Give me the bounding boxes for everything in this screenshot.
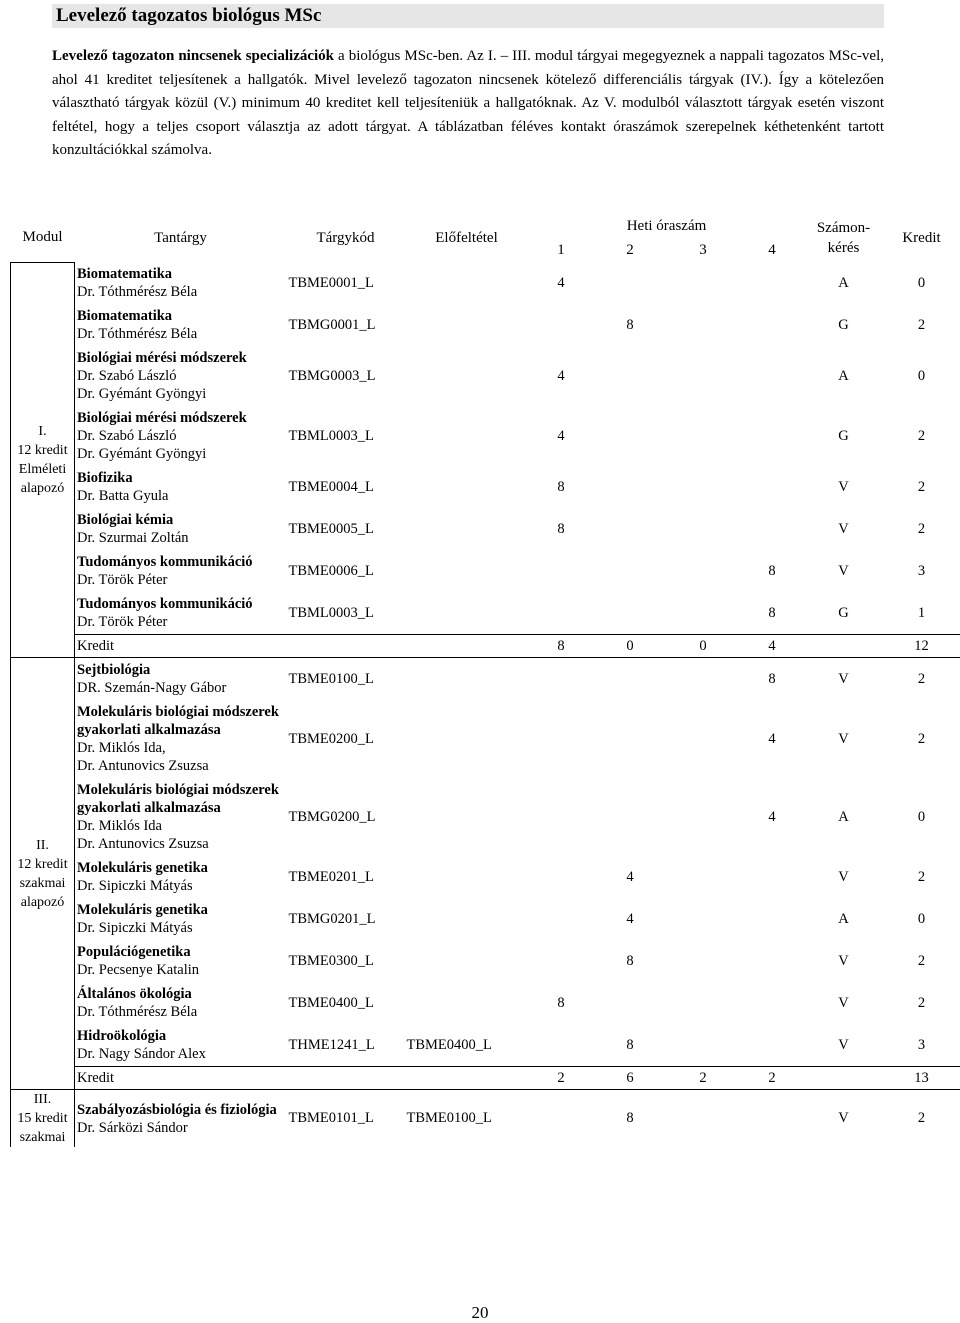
subject-teacher: Dr. Szabó László (77, 368, 177, 384)
weekly-hours-3 (667, 1024, 740, 1067)
weekly-hours-3 (667, 982, 740, 1024)
weekly-hours-2 (594, 550, 667, 592)
intro-bold: Levelező tagozaton nincsenek specializációk (52, 48, 335, 64)
weekly-hours-3 (667, 856, 740, 898)
subject-code: TBME0006_L (288, 562, 374, 579)
total-row (11, 1067, 960, 1090)
weekly-hours-3 (667, 550, 740, 592)
credit-value: 2 (917, 316, 926, 333)
subject-title: Biológiai mérési módszerek (77, 410, 247, 426)
total-hours-3: 0 (667, 635, 740, 658)
weekly-hours-3 (667, 406, 740, 466)
subject-cell (75, 304, 287, 346)
weekly-hours-4 (740, 982, 805, 1024)
subject-prerequisite (405, 778, 529, 856)
col-kredit: Kredit (902, 229, 941, 246)
table-row (11, 700, 960, 778)
credit-value: 2 (917, 478, 926, 495)
subject-code: TBME0100_L (288, 670, 374, 687)
module-label-line: III. (33, 1092, 52, 1107)
module-label-line: szakmai (19, 1130, 66, 1145)
total-hours-3: 2 (667, 1067, 740, 1090)
subject-prerequisite (405, 550, 529, 592)
total-exam (805, 1067, 883, 1090)
weekly-hours-3 (667, 700, 740, 778)
subject-code: TBME0200_L (288, 730, 374, 747)
exam-type: V (838, 994, 849, 1011)
credit-value: 2 (917, 520, 926, 537)
weekly-hours-2: 8 (626, 952, 634, 969)
total-exam (805, 635, 883, 658)
subject-title: Tudományos kommunikáció (77, 596, 253, 612)
subject-teacher: Dr. Sipiczki Mátyás (77, 920, 193, 936)
subject-code: TBML0003_L (288, 427, 374, 444)
subject-prerequisite (405, 346, 529, 406)
weekly-hours-4 (740, 466, 805, 508)
subject-teacher: Dr. Pecsenye Katalin (77, 962, 200, 978)
weekly-hours-2 (594, 778, 667, 856)
subject-code: TBMG0001_L (288, 316, 376, 333)
subject-teacher: Dr. Gyémánt Gyöngyi (77, 386, 207, 402)
module-label (11, 658, 75, 1090)
col-heti-oraszam: Heti óraszám (626, 217, 707, 234)
table-row (11, 466, 960, 508)
weekly-hours-1: 4 (557, 427, 565, 444)
weekly-hours-2 (594, 982, 667, 1024)
subject-code: TBMG0200_L (288, 808, 376, 825)
weekly-hours-1 (529, 658, 594, 701)
total-label: Kredit (75, 1067, 529, 1090)
weekly-hours-1 (529, 1090, 594, 1148)
weekly-hours-4 (740, 940, 805, 982)
exam-type: V (838, 730, 849, 747)
subject-code: TBME0300_L (288, 952, 374, 969)
subject-prerequisite (405, 940, 529, 982)
module-label-line: II. (36, 837, 49, 853)
subject-cell (75, 898, 287, 940)
subject-prerequisite (405, 262, 529, 304)
table-row (11, 898, 960, 940)
credit-value: 0 (917, 808, 926, 825)
col-week-1: 1 (557, 241, 565, 258)
credit-value: 3 (917, 1036, 926, 1053)
subject-teacher: Dr. Szurmai Zoltán (77, 530, 189, 546)
exam-type: V (838, 1110, 849, 1126)
subject-cell (75, 658, 287, 701)
weekly-hours-4: 8 (768, 604, 776, 621)
weekly-hours-3 (667, 508, 740, 550)
subject-cell (75, 466, 287, 508)
credit-value: 0 (917, 910, 926, 927)
subject-code: TBME0201_L (288, 868, 374, 885)
module-label-line: 12 kredit (17, 856, 68, 872)
subject-teacher: Dr. Miklós Ida, (77, 740, 166, 756)
weekly-hours-2 (594, 658, 667, 701)
subject-title: Populációgenetika (77, 944, 191, 960)
col-modul: Modul (22, 229, 63, 246)
subject-title: Molekuláris genetika (77, 860, 208, 876)
subject-title: Biológiai kémia (77, 512, 174, 528)
table-row (11, 778, 960, 856)
subject-teacher: Dr. Miklós Ida (77, 818, 162, 834)
credit-value: 3 (917, 562, 926, 579)
table-row (11, 304, 960, 346)
subject-code: TBME0101_L (288, 1110, 374, 1126)
subject-prerequisite: TBME0100_L (406, 1110, 492, 1126)
total-credit: 13 (883, 1067, 960, 1090)
weekly-hours-3 (667, 898, 740, 940)
total-hours-4: 4 (740, 635, 805, 658)
subject-code: TBMG0201_L (288, 910, 376, 927)
exam-type: V (838, 670, 849, 687)
weekly-hours-4 (740, 856, 805, 898)
subject-code: TBMG0003_L (288, 367, 376, 384)
weekly-hours-4: 4 (768, 808, 776, 825)
total-hours-1: 8 (529, 635, 594, 658)
weekly-hours-4: 8 (768, 562, 776, 579)
total-hours-1: 2 (529, 1067, 594, 1090)
weekly-hours-2 (594, 406, 667, 466)
subject-prerequisite: TBME0400_L (406, 1036, 492, 1053)
weekly-hours-2 (594, 592, 667, 635)
total-hours-2: 6 (594, 1067, 667, 1090)
subject-teacher: Dr. Tóthmérész Béla (77, 284, 198, 300)
weekly-hours-1 (529, 592, 594, 635)
total-row (11, 635, 960, 658)
exam-type: A (838, 367, 849, 384)
exam-type: V (838, 562, 849, 579)
exam-type: A (838, 910, 849, 927)
subject-teacher: Dr. Sipiczki Mátyás (77, 878, 193, 894)
weekly-hours-2 (594, 700, 667, 778)
weekly-hours-3 (667, 592, 740, 635)
module-label-line: Elméleti (18, 461, 67, 477)
weekly-hours-2: 8 (626, 1036, 634, 1053)
weekly-hours-3 (667, 778, 740, 856)
subject-cell (75, 700, 287, 778)
weekly-hours-4 (740, 1024, 805, 1067)
weekly-hours-1: 4 (557, 367, 565, 384)
subject-prerequisite (405, 700, 529, 778)
weekly-hours-4: 4 (768, 730, 776, 747)
exam-type: G (838, 427, 849, 444)
subject-prerequisite (405, 406, 529, 466)
subject-prerequisite (405, 658, 529, 701)
table-row (11, 1024, 960, 1067)
table-row (11, 346, 960, 406)
subject-prerequisite (405, 898, 529, 940)
weekly-hours-1 (529, 700, 594, 778)
subject-cell (75, 1024, 287, 1067)
subject-teacher: Dr. Antunovics Zsuzsa (77, 758, 209, 774)
weekly-hours-4 (740, 508, 805, 550)
page-heading: Levelező tagozatos biológus MSc (52, 4, 884, 28)
weekly-hours-2: 4 (626, 868, 634, 885)
subject-code: TBME0400_L (288, 994, 374, 1011)
credit-value: 2 (917, 868, 926, 885)
subject-cell (75, 1090, 287, 1148)
subject-prerequisite (405, 592, 529, 635)
curriculum-table (10, 214, 960, 1147)
table-row (11, 856, 960, 898)
credit-value: 0 (917, 367, 926, 384)
subject-cell (75, 592, 287, 635)
total-label: Kredit (75, 635, 529, 658)
weekly-hours-2: 8 (626, 316, 634, 333)
exam-type: V (838, 478, 849, 495)
weekly-hours-4 (740, 1090, 805, 1148)
module-label-line: I. (38, 423, 47, 439)
exam-type: V (838, 1036, 849, 1053)
weekly-hours-2 (594, 508, 667, 550)
credit-value: 2 (917, 730, 926, 747)
intro-paragraph (52, 45, 884, 163)
credit-value: 2 (917, 1110, 926, 1126)
module-label-line: 12 kredit (17, 442, 68, 458)
subject-teacher: Dr. Nagy Sándor Alex (77, 1046, 206, 1062)
weekly-hours-1 (529, 898, 594, 940)
subject-cell (75, 550, 287, 592)
intro-text: a biológus MSc-ben. Az I. – III. modul tárgyai megegyeznek a nappali tagozatos MSc-vel, ahol 41 kreditet teljesítenek a hallgatók. Mivel levelező tagozaton nincsenek kötelező differenciális tárgyak (IV.). Így a kötelezően választható tárgyak közül (V.) minimum 40 kreditet kell teljesíteniük a hallgatóknak. Az V. modulból választott tárgyak esetén viszont feltétel, hogy a teljes csoport választja az adott tárgyat. A táblázatban féléves kontakt óraszámok szerepelnek kéthetenként tartott konzultációkkal számolva. (52, 48, 884, 158)
credit-value: 1 (917, 604, 926, 621)
subject-title: Molekuláris biológiai módszerek gyakorlati alkalmazása (77, 704, 279, 738)
exam-type: V (838, 868, 849, 885)
weekly-hours-2 (594, 346, 667, 406)
weekly-hours-4 (740, 262, 805, 304)
credit-value: 2 (917, 952, 926, 969)
col-tantargy: Tantárgy (154, 229, 207, 246)
exam-type: G (838, 604, 849, 621)
subject-code: THME1241_L (288, 1036, 375, 1053)
subject-prerequisite (405, 304, 529, 346)
col-targykod: Tárgykód (316, 229, 375, 246)
exam-type: A (838, 808, 849, 825)
subject-cell (75, 856, 287, 898)
weekly-hours-2 (594, 262, 667, 304)
weekly-hours-3 (667, 1090, 740, 1148)
subject-title: Biofizika (77, 470, 133, 486)
weekly-hours-1: 8 (557, 520, 565, 537)
subject-teacher: Dr. Batta Gyula (77, 488, 169, 504)
page-number: 20 (471, 1303, 489, 1322)
weekly-hours-1 (529, 1024, 594, 1067)
exam-type: A (838, 274, 849, 291)
subject-teacher: Dr. Tóthmérész Béla (77, 326, 198, 342)
module-label-line: alapozó (20, 480, 65, 496)
table-row (11, 508, 960, 550)
subject-cell (75, 940, 287, 982)
col-week-2: 2 (626, 241, 634, 258)
weekly-hours-1 (529, 856, 594, 898)
table-row (11, 1090, 960, 1148)
subject-title: Biomatematika (77, 266, 173, 282)
subject-prerequisite (405, 982, 529, 1024)
subject-teacher: Dr. Tóthmérész Béla (77, 1004, 198, 1020)
subject-title: Szabályozásbiológia és fiziológia (77, 1101, 277, 1118)
credit-value: 2 (917, 994, 926, 1011)
module-label-line: szakmai (19, 875, 66, 891)
table-row (11, 658, 960, 701)
weekly-hours-3 (667, 304, 740, 346)
subject-teacher: Dr. Török Péter (77, 572, 168, 588)
weekly-hours-4 (740, 898, 805, 940)
subject-title: Molekuláris genetika (77, 902, 208, 918)
weekly-hours-2: 8 (626, 1110, 634, 1126)
subject-prerequisite (405, 856, 529, 898)
weekly-hours-1: 4 (557, 274, 565, 291)
module-label (11, 262, 75, 658)
subject-code: TBML0003_L (288, 604, 374, 621)
col-week-3: 3 (699, 241, 707, 258)
total-credit: 12 (883, 635, 960, 658)
subject-cell (75, 508, 287, 550)
weekly-hours-2 (594, 466, 667, 508)
col-elofeltetel: Előfeltétel (435, 229, 498, 246)
weekly-hours-2: 4 (626, 910, 634, 927)
weekly-hours-3 (667, 346, 740, 406)
subject-cell (75, 346, 287, 406)
exam-type: G (838, 316, 849, 333)
table-row (11, 406, 960, 466)
weekly-hours-1 (529, 550, 594, 592)
exam-type: V (838, 520, 849, 537)
subject-teacher: DR. Szemán-Nagy Gábor (77, 680, 227, 696)
weekly-hours-1 (529, 940, 594, 982)
subject-teacher: Dr. Antunovics Zsuzsa (77, 836, 209, 852)
weekly-hours-4 (740, 406, 805, 466)
subject-title: Biológiai mérési módszerek (77, 350, 247, 366)
subject-cell (75, 778, 287, 856)
table-row (11, 592, 960, 635)
weekly-hours-1 (529, 304, 594, 346)
subject-teacher: Dr. Szabó László (77, 428, 177, 444)
module-label-line: 15 kredit (17, 1111, 68, 1126)
subject-teacher: Dr. Gyémánt Gyöngyi (77, 446, 207, 462)
table-row (11, 550, 960, 592)
subject-teacher: Dr. Sárközi Sándor (77, 1119, 188, 1136)
weekly-hours-4: 8 (768, 670, 776, 687)
table-row (11, 262, 960, 304)
credit-value: 0 (917, 274, 926, 291)
subject-code: TBME0004_L (288, 478, 374, 495)
subject-title: Molekuláris biológiai módszerek gyakorlati alkalmazása (77, 782, 279, 816)
subject-cell (75, 982, 287, 1024)
subject-prerequisite (405, 508, 529, 550)
subject-title: Tudományos kommunikáció (77, 554, 253, 570)
credit-value: 2 (917, 427, 926, 444)
subject-title: Hidroökológia (77, 1028, 167, 1044)
exam-type: V (838, 952, 849, 969)
module-label (11, 1090, 75, 1148)
weekly-hours-1: 8 (557, 478, 565, 495)
subject-prerequisite (405, 466, 529, 508)
subject-code: TBME0001_L (288, 274, 374, 291)
weekly-hours-1 (529, 778, 594, 856)
table-row (11, 940, 960, 982)
subject-title: Sejtbiológia (77, 662, 151, 678)
subject-cell (75, 406, 287, 466)
total-hours-4: 2 (740, 1067, 805, 1090)
table-row (11, 982, 960, 1024)
total-hours-2: 0 (594, 635, 667, 658)
subject-code: TBME0005_L (288, 520, 374, 537)
weekly-hours-3 (667, 658, 740, 701)
module-label-line: alapozó (20, 894, 65, 910)
weekly-hours-3 (667, 940, 740, 982)
credit-value: 2 (917, 670, 926, 687)
weekly-hours-4 (740, 346, 805, 406)
weekly-hours-1: 8 (557, 994, 565, 1011)
weekly-hours-3 (667, 466, 740, 508)
col-szamonkeres: Számon-kérés (816, 220, 871, 256)
subject-teacher: Dr. Török Péter (77, 614, 168, 630)
subject-cell (75, 262, 287, 304)
subject-title: Általános ökológia (77, 986, 192, 1002)
col-week-4: 4 (768, 241, 776, 258)
weekly-hours-4 (740, 304, 805, 346)
weekly-hours-3 (667, 262, 740, 304)
subject-title: Biomatematika (77, 308, 173, 324)
